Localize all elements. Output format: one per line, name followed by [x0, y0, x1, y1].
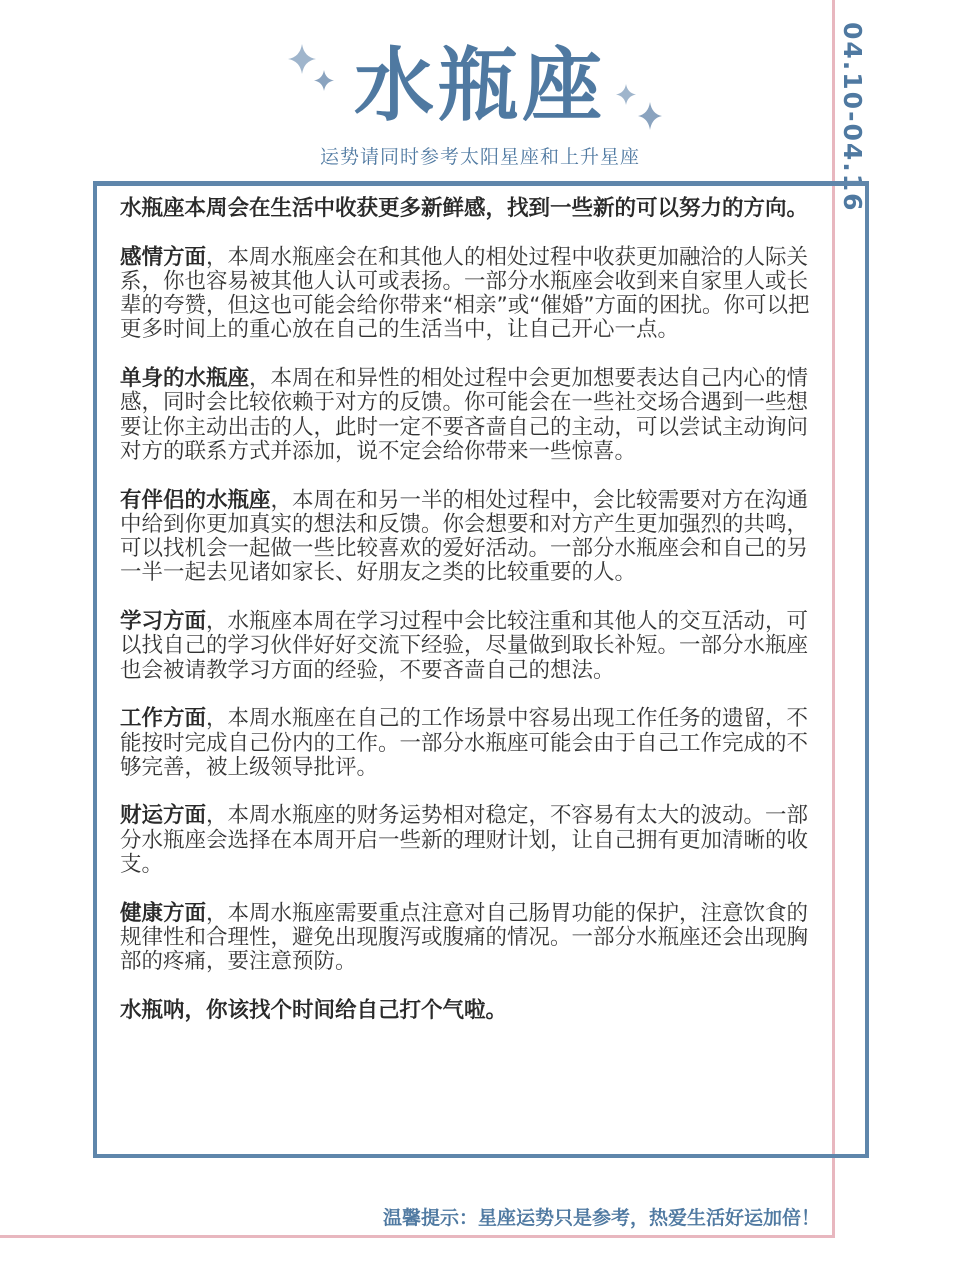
section-love	[120, 246, 816, 343]
section-text: ，本周在和异性的相处过程中会更加想要表达自己内心的情感，同时会比较依赖于对方的反馈。你可能会在一些社交场合遇到一些想要让你主动出击的人，此时一定不要吝啬自己的主动，可以尝试主动询问对方的联系方式并添加，说不定会给你带来一些惊喜。	[120, 366, 809, 464]
pink-horizontal-line	[0, 1235, 835, 1238]
page-title: 水瓶座	[354, 39, 606, 132]
section-heading: 单身的水瓶座	[120, 366, 250, 392]
section-heading: 学习方面	[120, 609, 207, 635]
section-partnered	[120, 489, 816, 586]
section-heading: 有伴侣的水瓶座	[120, 487, 271, 513]
intro-text: 水瓶座本周会在生活中收获更多新鲜感，找到一些新的可以努力的方向。	[120, 196, 809, 221]
section-heading: 感情方面	[120, 244, 207, 270]
section-wealth	[120, 804, 816, 877]
section-text: ，本周水瓶座会在和其他人的相处过程中收获更加融洽的人际关系，你也容易被其他人认可或表扬。一部分水瓶座会收到来自家里人或长辈的夸赞，但这也可能会给你带来“相亲”或“催婚”方面的困扰。你可以把更多时间上的重心放在自己的生活当中，让自己开心一点。	[120, 244, 810, 343]
section-study	[120, 610, 816, 683]
section-work	[120, 707, 816, 780]
section-health	[120, 902, 816, 975]
section-heading: 财运方面	[120, 803, 207, 829]
warm-tip: 温馨提示：星座运势只是参考，热爱生活好运加倍！	[382, 1207, 820, 1229]
intro-paragraph	[120, 197, 816, 221]
section-text: ，本周水瓶座需要重点注意对自己肠胃功能的保护，注意饮食的规律性和合理性，避免出现腹泻或腹痛的情况。一部分水瓶座还会出现胸部的疼痛，要注意预防。	[120, 900, 809, 975]
section-single	[120, 367, 816, 464]
section-text: ，水瓶座本周在学习过程中会比较注重和其他人的交互活动，可以找自己的学习伙伴好好交流下经验，尽量做到取长补短。一部分水瓶座也会被请教学习方面的经验，不要吝啬自己的想法。	[120, 609, 809, 683]
date-range: 04.10-04.16	[838, 22, 867, 213]
subtitle: 运势请同时参考太阳星座和上升星座	[319, 146, 640, 168]
section-heading: 工作方面	[120, 706, 207, 732]
closing-text: 水瓶呐，你该找个时间给自己打个气啦。	[120, 997, 508, 1023]
section-text: ，本周水瓶座的财务运势相对稳定，不容易有太大的波动。一部分水瓶座会选择在本周开启一些新的理财计划，让自己拥有更加清晰的收支。	[120, 803, 809, 878]
section-heading: 健康方面	[120, 900, 207, 926]
section-text: ，本周水瓶座在自己的工作场景中容易出现工作任务的遗留，不能按时完成自己份内的工作。一部分水瓶座可能会由于自己工作完成的不够完善，被上级领导批评。	[120, 706, 809, 780]
closing-paragraph	[120, 999, 816, 1023]
horoscope-content	[120, 197, 816, 1047]
section-text: ，本周在和另一半的相处过程中，会比较需要对方在沟通中给到你更加真实的想法和反馈。你会想要和对方产生更加强烈的共鸣，可以找机会一起做一些比较喜欢的爱好活动。一部分水瓶座会和自己的另一半一起去见诸如家长、好朋友之类的比较重要的人。	[120, 487, 809, 586]
